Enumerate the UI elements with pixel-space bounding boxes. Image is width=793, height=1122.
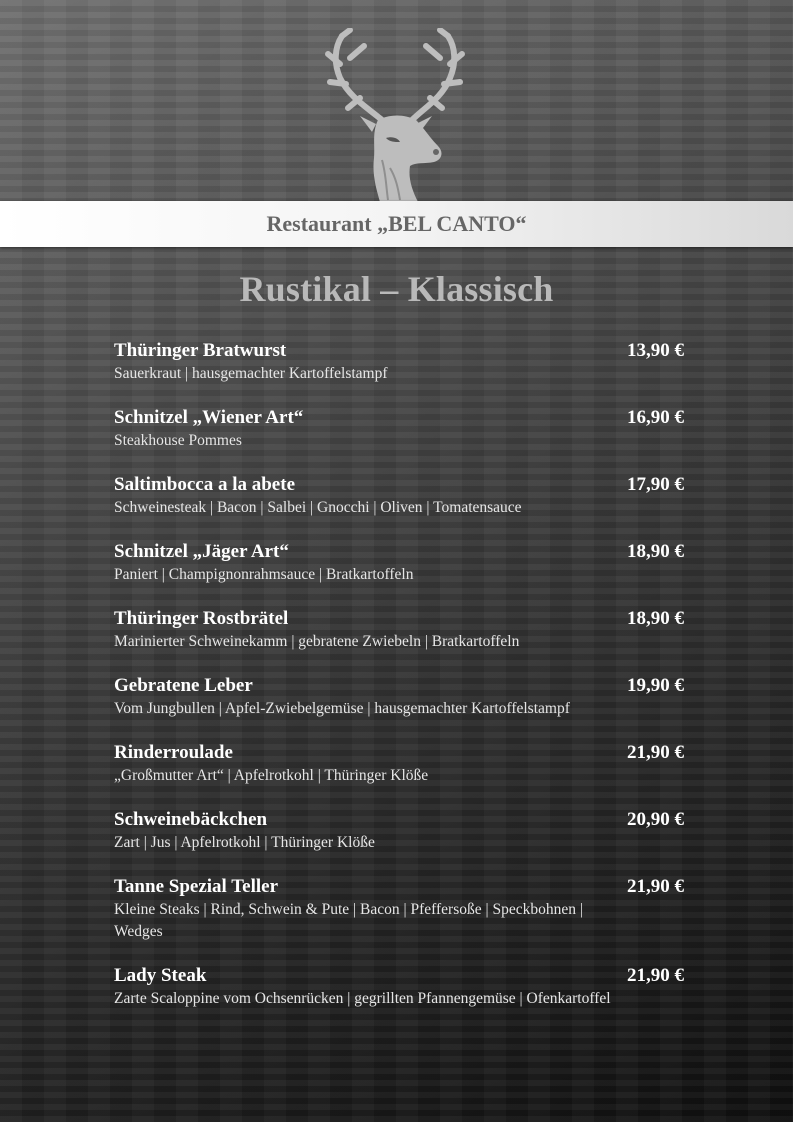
item-description: Marinierter Schweinekamm | gebratene Zwiebeln | Bratkartoffeln [114,633,520,650]
menu-item [114,808,684,854]
item-description: „Großmutter Art“ | Apfelrotkohl | Thüringer Klöße [114,767,429,784]
item-price: 19,90 € [627,675,684,696]
menu-item [114,339,684,385]
menu-list [114,339,684,1031]
restaurant-name: Restaurant „BEL CANTO“ [266,211,527,236]
item-description: Kleine Steaks | Rind, Schwein & Pute | Bacon | Pfeffersoße | Speckbohnen | Wedges [114,901,583,940]
section-title: Rustikal – Klassisch [239,269,554,309]
item-price: 16,90 € [627,407,684,428]
menu-item [114,741,684,787]
item-description: Steakhouse Pommes [114,432,242,449]
menu-item [114,473,684,519]
item-description: Zart | Jus | Apfelrotkohl | Thüringer Klöße [114,834,375,851]
item-name: Tanne Spezial Teller [114,876,278,897]
item-price: 18,90 € [627,541,684,562]
item-name: Saltimbocca a la abete [114,474,296,495]
item-name: Schnitzel „Wiener Art“ [114,407,304,428]
restaurant-banner [0,201,793,247]
item-price: 20,90 € [627,809,684,830]
item-name: Thüringer Bratwurst [114,340,287,361]
item-name: Rinderroulade [114,742,233,763]
item-description: Paniert | Champignonrahmsauce | Bratkartoffeln [114,566,414,583]
item-description: Schweinesteak | Bacon | Salbei | Gnocchi | Oliven | Tomatensauce [114,499,522,516]
menu-item [114,540,684,586]
item-price: 17,90 € [627,474,684,495]
item-name: Schnitzel „Jäger Art“ [114,541,289,562]
menu-item [114,964,684,1010]
item-description: Zarte Scaloppine vom Ochsenrücken | gegrillten Pfannengemüse | Ofenkartoffel [114,990,611,1007]
menu-item [114,875,684,943]
item-price: 18,90 € [627,608,684,629]
item-name: Lady Steak [114,965,207,986]
menu-item [114,406,684,452]
item-price: 21,90 € [627,876,684,897]
item-price: 21,90 € [627,965,684,986]
stag-head-icon [320,28,470,206]
item-name: Thüringer Rostbrätel [114,608,289,629]
menu-item [114,607,684,653]
item-name: Gebratene Leber [114,675,253,696]
menu-item [114,674,684,720]
item-description: Sauerkraut | hausgemachter Kartoffelstampf [114,365,388,382]
item-price: 13,90 € [627,340,684,361]
item-name: Schweinebäckchen [114,809,268,830]
item-price: 21,90 € [627,742,684,763]
item-description: Vom Jungbullen | Apfel-Zwiebelgemüse | hausgemachter Kartoffelstampf [114,700,570,717]
